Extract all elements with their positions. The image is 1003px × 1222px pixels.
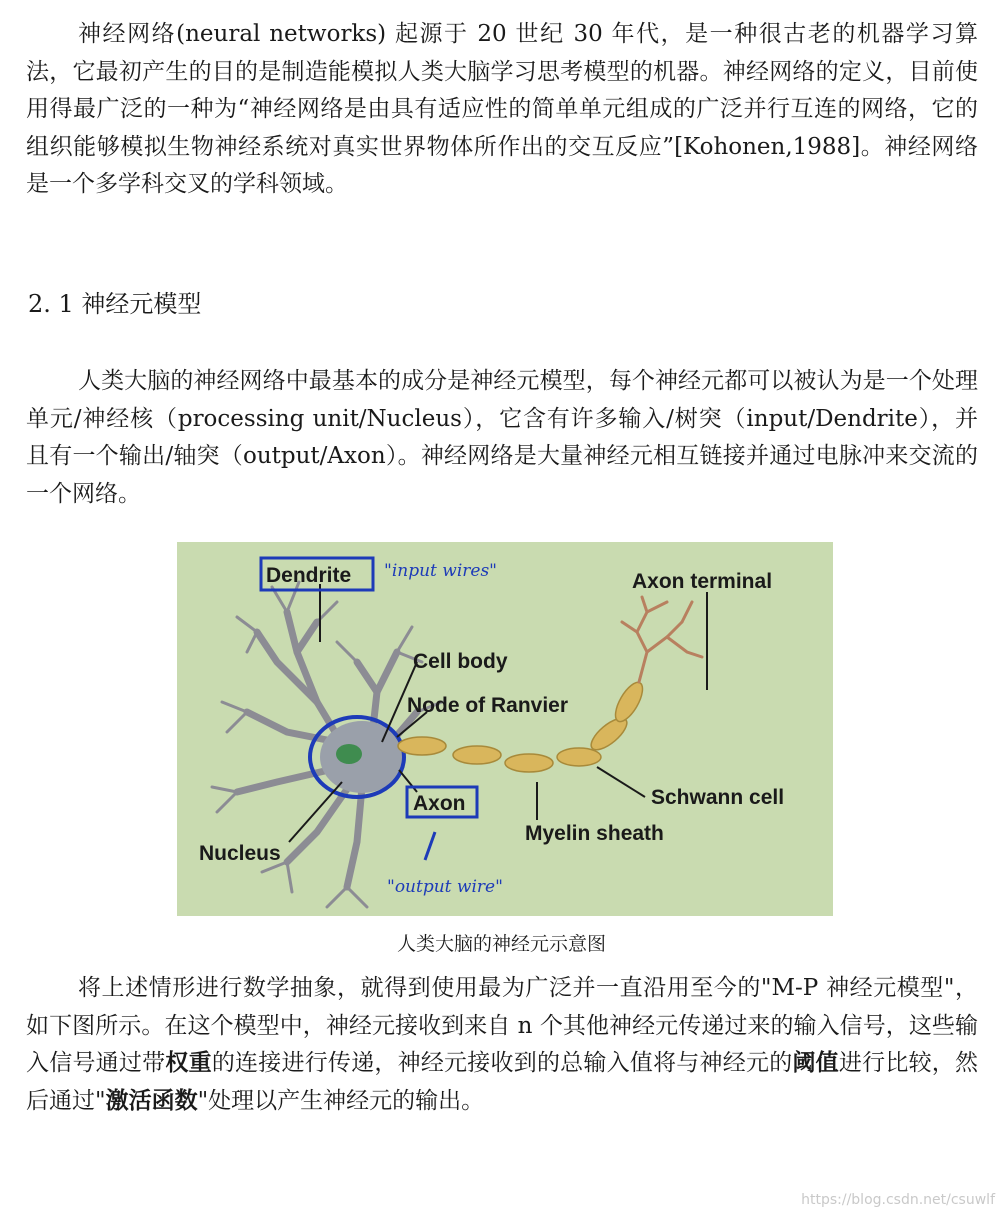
section-heading: 2. 1 神经元模型 [28,290,202,318]
threshold-term: 阈值 [792,1050,839,1076]
activation-function-term: 激活函数 [105,1087,198,1114]
myelin-segments [398,678,648,772]
neuron-paragraph: 人类大脑的神经网络中最基本的成分是神经元模型，每个神经元都可以被认为是一个处理单元/神经核（processing unit/Nucleus），它含有许多输入/树突（input/Dendrite），并且有一个输出/轴突（output/Axon）。神经网络是大量神经元相互链接并通过电脉冲来交流的一个网络。 [26,368,978,507]
axon-terminal-branches [622,597,702,682]
mp-model-paragraph [26,970,978,1120]
schwann-cell-label: Schwann cell [651,786,785,809]
cell-body-label: Cell body [413,650,508,673]
myelin-sheath-label: Myelin sheath [525,822,664,845]
output-wire-note: "output wire" [387,877,503,897]
weight-term: 权重 [165,1050,212,1076]
nucleus-shape [336,744,362,764]
mp-text-3: 进行比较，然后通过" [26,1050,979,1114]
node-of-ranvier-label: Node of Ranvier [407,694,569,717]
dendrite-label: Dendrite [266,564,352,587]
axon-terminal-label: Axon terminal [632,570,773,593]
neuron-figure [177,542,833,916]
axon-label: Axon [413,792,466,815]
input-wires-note: "input wires" [384,561,497,581]
watermark: https://blog.csdn.net/csuwlf [801,1192,995,1208]
neuron-diagram [177,542,833,916]
figure-caption: 人类大脑的神经元示意图 [396,933,606,955]
intro-paragraph: 神经网络(neural networks) 起源于 20 世纪 30 年代，是一种很古老的机器学习算法，它最初产生的目的是制造能模拟人类大脑学习思考模型的机器。神经网络的定义，目前使用得最广泛的一种为“神经网络是由具有适应性的简单单元组成的广泛并行互连的网络，它的组织能够模拟生物神经系统对真实世界物体所作出的交互反应”[Kohonen,1988]。神经网络是一个多学科交叉的学科领域。 [26,21,978,197]
mp-text-4: "处理以产生神经元的输出。 [197,1087,485,1114]
mp-text-1: 将上述情形进行数学抽象，就得到使用最为广泛并一直沿用至今的"M-P 神经元模型"，如下图所示。在这个模型中，神经元接收到来自 n 个其他神经元传递过来的输入信号，这些输入信号通过带 [26,975,978,1076]
mp-text-2: 的连接进行传递，神经元接收到的总输入值将与神经元的 [211,1050,793,1076]
nucleus-label: Nucleus [199,842,281,865]
